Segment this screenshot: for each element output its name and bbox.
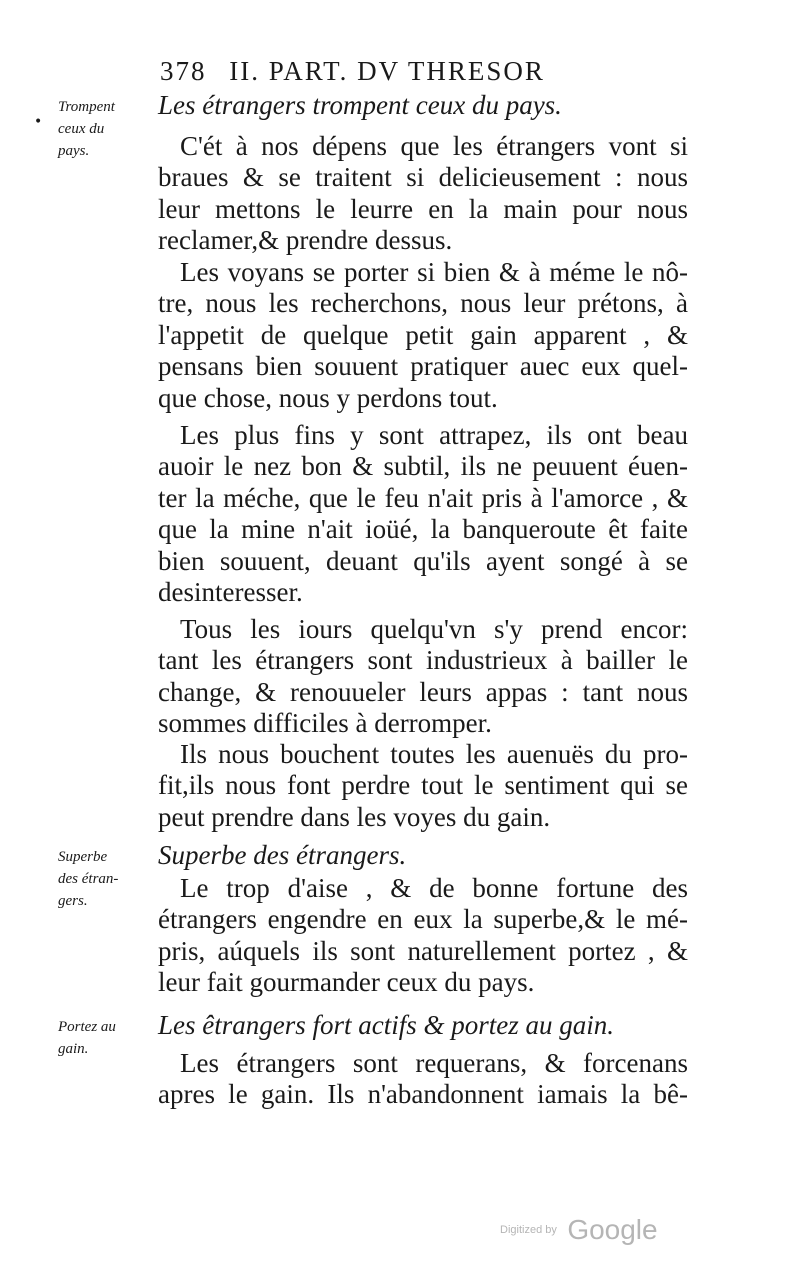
margin-note-portez — [58, 1016, 156, 1060]
section-heading: Les êtrangers fort actifs & portez au gain. — [158, 1010, 615, 1040]
text-line: bien souuent, deuant qu'ils ayent songé à se — [158, 545, 688, 576]
paragraph — [158, 420, 688, 608]
margin-note-line: pays. — [58, 143, 90, 159]
margin-note-line: Superbe — [58, 849, 108, 865]
text-line: braues & se traitent si delicieusement : nous — [158, 162, 688, 193]
text-line: leur mettons le leurre en la main pour nous — [158, 193, 688, 224]
margin-note-line: gain. — [58, 1041, 89, 1057]
text-line: apres le gain. Ils n'abandonnent iamais la bê- — [158, 1079, 688, 1110]
text-line: desinteresser. — [158, 577, 303, 608]
text-line: auoir le nez bon & subtil, ils ne peuuent éuen- — [158, 451, 688, 482]
running-title: II. PART. DV THRESOR — [229, 56, 545, 86]
text-line: que chose, nous y perdons tout. — [158, 382, 498, 413]
text-line: Les étrangers sont requerans, & forcenans — [180, 1048, 688, 1078]
margin-note-line: ceux du — [58, 121, 105, 137]
margin-note-line: des étran- — [58, 871, 119, 887]
text-line: change, & renouueler leurs appas : tant nous — [158, 676, 688, 707]
text-line: reclamer,& prendre dessus. — [158, 225, 453, 256]
margin-note-line: Portez au — [58, 1019, 116, 1035]
margin-note-trompent — [58, 96, 156, 162]
page-number: 378 — [160, 56, 207, 86]
paragraph — [158, 131, 688, 257]
text-line: Ils nous bouchent toutes les auenuës du pro- — [180, 739, 688, 769]
text-line: l'appetit de quelque petit gain apparent , & — [158, 319, 688, 350]
margin-note-superbe — [58, 846, 156, 912]
text-line: Le trop d'aise , & de bonne fortune des — [180, 873, 688, 903]
text-line: ter la méche, que le feu n'ait pris à l'amorce , & — [158, 482, 688, 513]
margin-note-line: gers. — [58, 893, 88, 909]
text-line: Les voyans se porter si bien & à méme le nô- — [180, 257, 688, 287]
text-line: sommes difficiles à derromper. — [158, 708, 492, 739]
section-heading: Les étrangers trompent ceux du pays. — [158, 90, 562, 120]
text-line: fit,ils nous font perdre tout le sentiment qui se — [158, 770, 688, 801]
text-line: tant les étrangers sont industrieux à bailler le — [158, 645, 688, 676]
paragraph — [158, 739, 688, 833]
text-line: pensans bien souuent pratiquer auec eux quel- — [158, 351, 688, 382]
paragraph — [158, 873, 688, 999]
paragraph — [158, 1048, 688, 1111]
digitization-watermark — [500, 1214, 658, 1246]
section-heading: Superbe des étrangers. — [158, 840, 407, 870]
text-line: tre, nous les recherchons, nous leur prétons, à — [158, 288, 688, 319]
text-line: étrangers engendre en eux la superbe,& le mé- — [158, 904, 688, 935]
text-line: pris, aúquels ils sont naturellement portez , & — [158, 935, 688, 966]
watermark-prefix: Digitized by — [500, 1224, 557, 1236]
text-line: C'ét à nos dépens que les étrangers vont si — [180, 131, 688, 161]
margin-mark: • — [34, 114, 43, 130]
text-line: Tous les iours quelqu'vn s'y prend encor: — [180, 614, 688, 644]
margin-note-line: Trompent — [58, 99, 115, 115]
text-line: que la mine n'ait ioüé, la banqueroute êt faite — [158, 514, 688, 545]
text-line: leur fait gourmander ceux du pays. — [158, 967, 535, 998]
paragraph — [158, 614, 688, 740]
running-header — [160, 56, 680, 87]
watermark-brand: Google — [567, 1214, 658, 1245]
text-line: peut prendre dans les voyes du gain. — [158, 801, 551, 832]
paragraph — [158, 257, 688, 414]
text-line: Les plus fins y sont attrapez, ils ont beau — [180, 420, 688, 450]
